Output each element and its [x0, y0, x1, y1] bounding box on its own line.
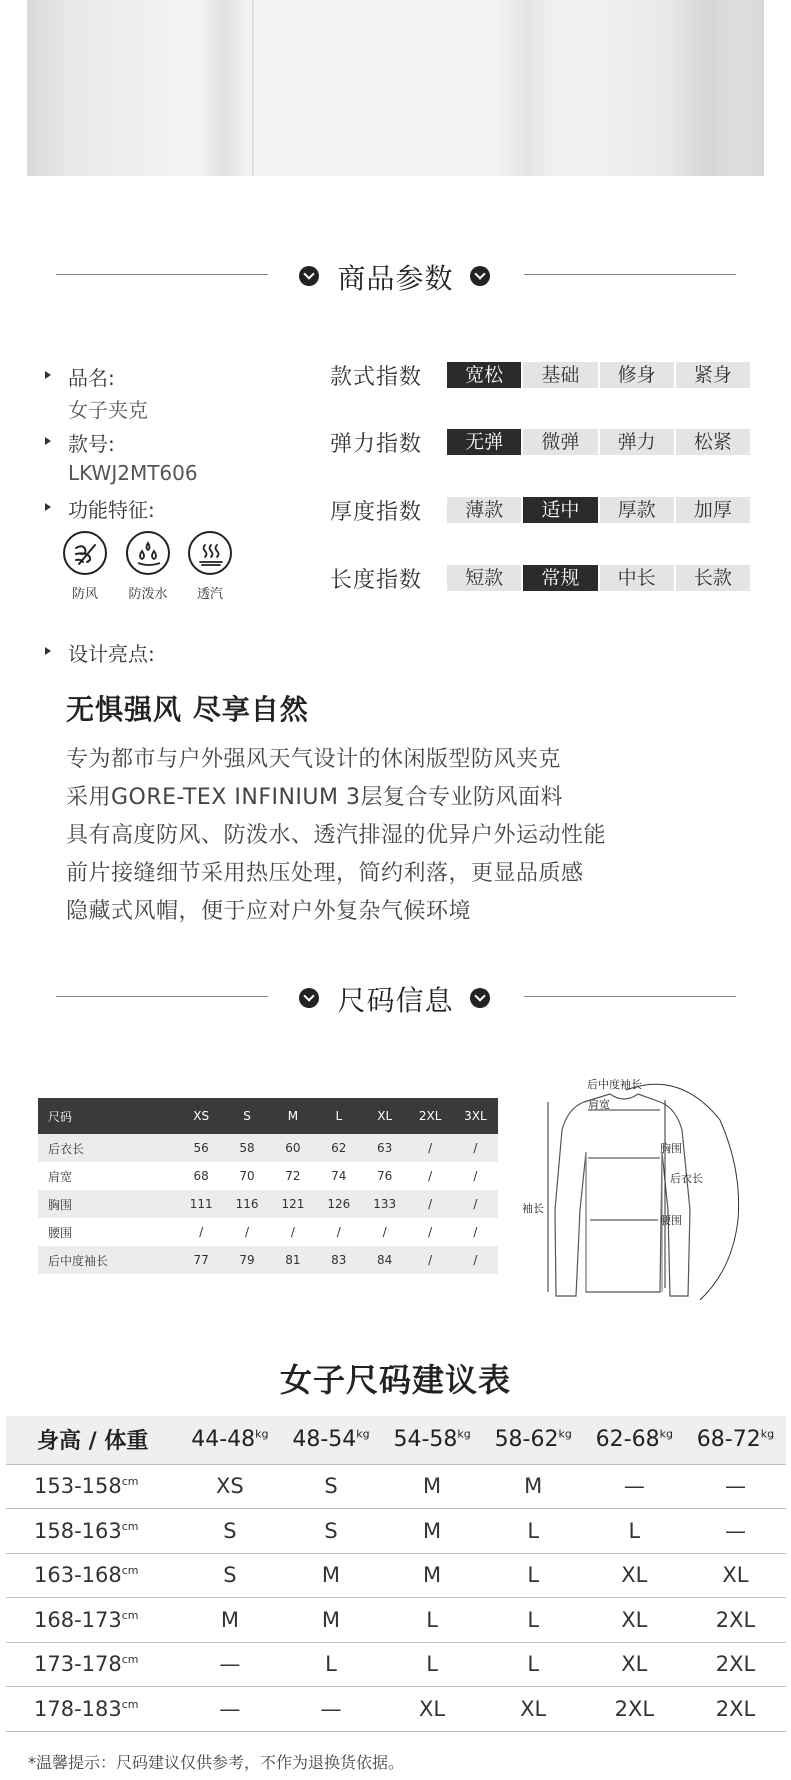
table-cell: / [408, 1246, 453, 1274]
diagram-label-waist: 腰围 [660, 1214, 682, 1227]
size-cell: M [382, 1509, 483, 1554]
name-value: 女子夹克 [68, 398, 148, 422]
table-cell: / [428, 1169, 433, 1183]
table-cell: 62 [316, 1134, 362, 1162]
height-cell [6, 1509, 179, 1554]
weight-range: 54-58 [393, 1427, 458, 1453]
recommend-title: 女子尺码建议表 [279, 1361, 511, 1399]
index-option: 修身 [600, 362, 674, 388]
size-cell: M [280, 1598, 381, 1643]
height-range: 163-168 [34, 1563, 122, 1588]
weight-range: 68-72 [696, 1427, 761, 1453]
weight-range: 62-68 [595, 1427, 660, 1453]
table-cell: 111 [178, 1190, 224, 1218]
size-cell: L [483, 1642, 584, 1687]
size-cell: — [280, 1687, 381, 1732]
diagram-label-sleeve: 袖长 [522, 1202, 544, 1215]
weight-range: 44-48 [191, 1427, 256, 1453]
index-option: 厚款 [600, 497, 674, 523]
table-row [6, 1509, 786, 1554]
index-option: 薄款 [447, 497, 521, 523]
table-row [38, 1246, 498, 1274]
section-header-size [0, 977, 791, 1017]
height-range: 168-173 [34, 1607, 122, 1632]
weight-range: 48-54 [292, 1427, 357, 1453]
table-row [6, 1464, 786, 1509]
size-table-header: S [224, 1098, 270, 1134]
feature-breathable [182, 531, 238, 602]
table-cell: 68 [193, 1169, 209, 1183]
index-label: 厚度指数 [330, 500, 423, 525]
height-cell [6, 1642, 179, 1687]
size-cell: L [280, 1642, 381, 1687]
section-title: 商品参数 [337, 262, 454, 295]
weight-unit: kg [558, 1427, 572, 1441]
table-cell: 60 [270, 1134, 316, 1162]
height-range: 153-158 [34, 1474, 122, 1499]
height-range: 178-183 [34, 1696, 122, 1721]
table-row [6, 1687, 786, 1732]
index-option: 常规 [523, 565, 597, 591]
table-cell: 74 [331, 1169, 347, 1183]
table-row [38, 1162, 498, 1190]
size-table-header: M [270, 1098, 316, 1134]
table-cell: / [473, 1225, 478, 1239]
size-cell: — [685, 1509, 786, 1554]
index-option: 加厚 [676, 497, 750, 523]
size-cell: L [483, 1553, 584, 1598]
highlight-line: 具有高度防风、防泼水、透汽排湿的优异户外运动性能 [66, 823, 607, 848]
size-table [38, 1098, 498, 1274]
highlight-title: 无惧强风 尽享自然 [66, 693, 309, 726]
size-cell: — [179, 1687, 280, 1732]
height-range: 158-163 [34, 1518, 122, 1543]
table-cell: 56 [178, 1134, 224, 1162]
height-unit: cm [121, 1564, 139, 1578]
diagram-label-shoulder: 肩宽 [588, 1098, 610, 1111]
index-option: 适中 [523, 497, 597, 523]
model-value: LKWJ2MT606 [68, 461, 198, 485]
size-cell: M [382, 1553, 483, 1598]
size-cell: L [382, 1598, 483, 1643]
table-cell: 70 [239, 1169, 255, 1183]
index-option: 基础 [523, 362, 597, 388]
index-option: 松紧 [676, 429, 750, 455]
size-cell: S [280, 1509, 381, 1554]
windproof-icon [63, 531, 107, 575]
height-cell [6, 1553, 179, 1598]
model-label: 款号: [68, 428, 115, 457]
table-cell: 81 [270, 1246, 316, 1274]
index-option: 长款 [676, 565, 750, 591]
table-cell: 58 [224, 1134, 270, 1162]
table-cell: 77 [178, 1246, 224, 1274]
table-cell: / [199, 1225, 204, 1239]
size-cell: M [280, 1553, 381, 1598]
table-cell: / [473, 1169, 478, 1183]
size-cell: S [179, 1553, 280, 1598]
highlight-line: 前片接缝细节采用热压处理，简约利落，更显品质感 [66, 861, 584, 886]
size-cell: M [382, 1464, 483, 1509]
index-label: 长度指数 [330, 568, 423, 593]
size-cell: L [382, 1642, 483, 1687]
table-cell: 126 [316, 1190, 362, 1218]
table-cell: / [245, 1225, 250, 1239]
highlight-line: 隐藏式风帽，便于应对户外复杂气候环境 [66, 899, 472, 924]
table-cell: / [453, 1134, 498, 1162]
size-cell: L [584, 1509, 685, 1554]
feature-label: 防风 [71, 587, 98, 602]
design-label: 设计亮点: [68, 638, 155, 667]
table-cell: 63 [362, 1134, 408, 1162]
feature-windproof [57, 531, 113, 602]
height-range: 173-178 [34, 1652, 122, 1677]
recommend-corner: 身高 / 体重 [6, 1416, 179, 1464]
weight-header [584, 1416, 685, 1464]
weight-header [179, 1416, 280, 1464]
highlight-line: 专为都市与户外强风天气设计的休闲版型防风夹克 [66, 747, 562, 772]
table-cell: / [453, 1190, 498, 1218]
size-cell: 2XL [685, 1598, 786, 1643]
chevron-down-icon [470, 266, 490, 286]
size-cell: XS [179, 1464, 280, 1509]
index-scale [447, 362, 750, 388]
size-cell: M [179, 1598, 280, 1643]
size-cell: L [483, 1598, 584, 1643]
weight-unit: kg [356, 1427, 370, 1441]
size-cell: XL [584, 1553, 685, 1598]
features-label: 功能特征: [68, 494, 155, 523]
table-cell: 79 [224, 1246, 270, 1274]
size-cell: XL [584, 1642, 685, 1687]
size-cell: L [483, 1509, 584, 1554]
table-cell: / [428, 1225, 433, 1239]
table-cell: / [336, 1225, 341, 1239]
table-cell: 后衣长 [38, 1134, 178, 1162]
height-cell [6, 1464, 179, 1509]
index-scale [447, 497, 750, 523]
table-row [38, 1218, 498, 1246]
table-cell: 腰围 [48, 1225, 73, 1240]
size-table-header: XL [362, 1098, 408, 1134]
size-cell: XL [685, 1553, 786, 1598]
section-header-params [0, 255, 791, 295]
table-row [6, 1553, 786, 1598]
table-cell: 84 [362, 1246, 408, 1274]
size-cell: XL [382, 1687, 483, 1732]
size-cell: XL [584, 1598, 685, 1643]
table-cell: 121 [270, 1190, 316, 1218]
height-cell [6, 1687, 179, 1732]
diagram-label-back-sleeve: 后中度袖长 [587, 1078, 642, 1091]
size-cell: M [483, 1464, 584, 1509]
breathable-icon [188, 531, 232, 575]
index-scale [447, 429, 750, 455]
weight-range: 58-62 [494, 1427, 559, 1453]
table-cell: 83 [316, 1246, 362, 1274]
size-cell: — [179, 1642, 280, 1687]
feature-label: 透汽 [196, 587, 223, 602]
weight-unit: kg [760, 1427, 775, 1441]
garment-diagram [510, 1060, 760, 1310]
table-cell: 后中度袖长 [38, 1246, 178, 1274]
index-label: 款式指数 [330, 365, 423, 390]
weight-header [483, 1416, 584, 1464]
feature-water-repellent [120, 531, 176, 602]
weight-unit: kg [255, 1427, 269, 1441]
section-title: 尺码信息 [337, 984, 454, 1017]
tip-text: *温馨提示：尺码建议仅供参考，不作为退换货依据。 [28, 1753, 405, 1772]
height-unit: cm [121, 1519, 139, 1533]
recommend-table [6, 1416, 786, 1732]
table-cell: 76 [377, 1169, 393, 1183]
size-cell: — [584, 1464, 685, 1509]
weight-header [382, 1416, 483, 1464]
size-table-header: 尺码 [38, 1098, 178, 1134]
highlight-line: 采用GORE-TEX INFINIUM 3层复合专业防风面料 [66, 785, 563, 810]
size-cell: S [280, 1464, 381, 1509]
height-cell [6, 1598, 179, 1643]
weight-unit: kg [659, 1427, 673, 1441]
table-cell: 72 [285, 1169, 301, 1183]
product-photo [27, 0, 764, 176]
index-option: 弹力 [600, 429, 674, 455]
feature-label: 防泼水 [128, 587, 168, 602]
weight-unit: kg [457, 1427, 471, 1441]
height-unit: cm [121, 1653, 139, 1667]
table-row [38, 1190, 498, 1218]
chevron-down-icon [470, 988, 490, 1008]
index-option: 宽松 [447, 362, 521, 388]
size-cell: XL [483, 1687, 584, 1732]
size-table-header: 2XL [408, 1098, 453, 1134]
name-label: 品名: [68, 362, 115, 391]
weight-header [685, 1416, 786, 1464]
index-option: 短款 [447, 565, 521, 591]
index-option: 微弹 [523, 429, 597, 455]
index-scale [447, 565, 750, 591]
size-cell: — [685, 1464, 786, 1509]
table-cell: / [408, 1134, 453, 1162]
table-cell: / [408, 1190, 453, 1218]
index-option: 无弹 [447, 429, 521, 455]
table-row [38, 1134, 498, 1162]
table-cell: / [453, 1246, 498, 1274]
size-cell: 2XL [685, 1642, 786, 1687]
index-label: 弹力指数 [330, 432, 423, 457]
index-option: 中长 [600, 565, 674, 591]
size-table-header: L [316, 1098, 362, 1134]
table-cell: 133 [362, 1190, 408, 1218]
size-cell: S [179, 1509, 280, 1554]
diagram-label-back-length: 后衣长 [670, 1172, 703, 1185]
height-unit: cm [121, 1697, 139, 1711]
weight-header [280, 1416, 381, 1464]
table-cell: / [290, 1225, 295, 1239]
table-cell: 116 [224, 1190, 270, 1218]
water-repellent-icon [126, 531, 170, 575]
height-unit: cm [121, 1475, 139, 1489]
table-cell: 胸围 [38, 1190, 178, 1218]
table-cell: / [382, 1225, 387, 1239]
size-cell: 2XL [685, 1687, 786, 1732]
height-unit: cm [121, 1608, 139, 1622]
table-row [6, 1642, 786, 1687]
diagram-label-chest: 胸围 [660, 1142, 682, 1155]
table-cell: 肩宽 [48, 1169, 73, 1184]
size-table-header: 3XL [453, 1098, 498, 1134]
table-row [6, 1598, 786, 1643]
index-option: 紧身 [676, 362, 750, 388]
size-table-header: XS [178, 1098, 224, 1134]
size-cell: 2XL [584, 1687, 685, 1732]
